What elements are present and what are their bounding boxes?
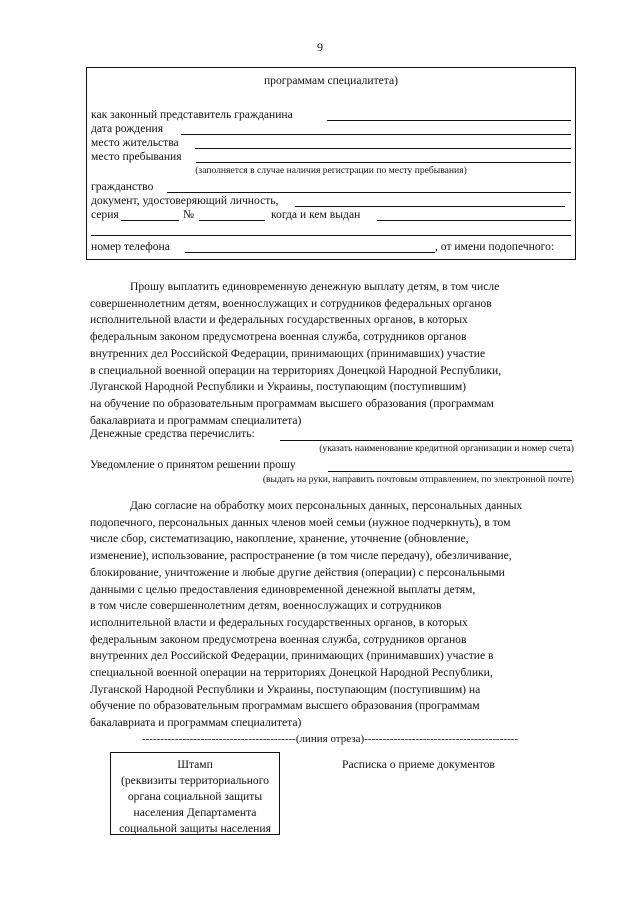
residence-row: [91, 136, 571, 150]
consent-line: исполнительной власти и федеральных государственных органов, в которых: [90, 615, 468, 629]
consent-line: числе сбор, систематизацию, накопление, хранение, уточнение (обновление,: [90, 532, 469, 546]
transfer-hint: (указать наименование кредитной организации и номер счета): [319, 443, 574, 454]
stamp-line: Штамп: [177, 758, 213, 771]
cut-line: ------------------------------------------(линия отреза)------------------------------------------: [141, 733, 519, 745]
residence-field[interactable]: [195, 148, 571, 149]
number-label: №: [183, 208, 195, 221]
citizenship-row: [91, 180, 571, 194]
request-line: внутренних дел Российской Федерации, принимающих (принимавших) участие: [90, 346, 486, 360]
stamp-box: [110, 752, 280, 835]
stamp-line: органа социальной защиты: [127, 790, 263, 803]
stay-field[interactable]: [196, 162, 571, 163]
consent-line: федеральным законом предусмотрена военная служба, сотрудников органов: [90, 632, 467, 646]
request-line: Прошу выплатить единовременную денежную выплату детям, в том числе: [130, 280, 500, 293]
consent-line: изменение), использование, распространение (в том числе передачу), обезличивание,: [90, 549, 512, 563]
request-line: федеральным законом предусмотрена военная служба, сотрудников органов: [90, 330, 467, 344]
stay-hint: (заполняется в случае наличия регистрации по месту пребывания): [195, 165, 467, 176]
stamp-line: (реквизиты территориального: [121, 774, 269, 787]
consent-line: блокирование, уничтожение и любые другие действия (операции) с персональными: [90, 565, 505, 579]
legal-rep-label: как законный представитель гражданина: [91, 108, 293, 121]
number-field[interactable]: [199, 220, 265, 221]
transfer-label: Денежные средства перечислить:: [90, 427, 255, 440]
notify-label: Уведомление о принятом решении прошу: [90, 458, 296, 471]
consent-line: Луганской Народной Республики и Украины, поступающим (поступившим) на: [90, 682, 481, 696]
consent-line: в том числе совершеннолетним детям, военнослужащих и сотрудников: [90, 599, 442, 613]
birth-date-label: дата рождения: [91, 122, 164, 135]
request-line: в специальной военной операции на территориях Донецкой Народной Республики,: [90, 363, 502, 377]
consent-line: подопечного, персональных данных членов моей семьи (нужное подчеркнуть), в том: [90, 515, 511, 529]
issued-field[interactable]: [377, 220, 571, 221]
box-header: программам специалитета): [263, 74, 399, 87]
series-field[interactable]: [121, 220, 179, 221]
stamp-line: населения Департамента: [133, 806, 257, 819]
consent-line: обучение по образовательным программам высшего образования (программам: [90, 699, 480, 713]
phone-suffix: , от имени подопечного:: [435, 240, 555, 253]
citizenship-label: гражданство: [91, 180, 154, 193]
legal-rep-row: [91, 108, 571, 122]
id-document-label: документ, удостоверяющий личность,: [91, 194, 279, 207]
receipt-title: Расписка о приеме документов: [342, 758, 495, 771]
consent-paragraph: [90, 498, 574, 732]
request-line: бакалавриата и программам специалитета): [90, 413, 302, 427]
series-label: серия: [91, 208, 119, 221]
request-line: совершеннолетним детям, военнослужащих и сотрудников федеральных органов: [90, 296, 492, 310]
birth-date-row: [91, 122, 571, 136]
notify-field[interactable]: [328, 471, 572, 472]
request-line: Луганской Народной Республики и Украины, поступающим (поступившим): [90, 380, 467, 394]
residence-label: место жительства: [91, 136, 179, 149]
applicant-details-box: [86, 67, 576, 260]
phone-label: номер телефона: [91, 240, 170, 253]
id-document-field[interactable]: [295, 206, 565, 207]
stay-row: [91, 150, 571, 164]
request-line: на обучение по образовательным программам высшего образования (программам: [90, 396, 494, 410]
phone-field[interactable]: [185, 252, 435, 253]
transfer-field[interactable]: [280, 440, 572, 441]
id-document-row: [91, 194, 571, 208]
birth-date-field[interactable]: [181, 134, 571, 135]
series-row: [91, 208, 571, 222]
consent-line: внутренних дел Российской Федерации, принимающих (принимавших) участие в: [90, 649, 494, 663]
notify-hint: (выдать на руки, направить почтовым отправлением, по электронной почте): [262, 474, 574, 485]
payment-request-paragraph: [90, 279, 574, 429]
consent-line: Даю согласие на обработку моих персональных данных, персональных данных: [130, 499, 523, 512]
consent-line: бакалавриата и программам специалитета): [90, 716, 302, 730]
legal-rep-field[interactable]: [327, 120, 571, 121]
consent-line: данными с целью предоставления единовременной денежной выплаты детям,: [90, 582, 476, 596]
consent-line: специальной военной операции на территориях Донецкой Народной Республики,: [90, 666, 493, 680]
stamp-line: социальной защиты населения: [119, 822, 271, 835]
page-number: 9: [317, 40, 323, 54]
request-line: исполнительной власти и федеральных государственных органов, в которых: [90, 313, 468, 327]
issued-field-continuation[interactable]: [91, 235, 571, 236]
issued-label: когда и кем выдан: [271, 208, 361, 221]
citizenship-field[interactable]: [167, 192, 571, 193]
phone-row: [91, 240, 571, 254]
stay-label: место пребывания: [91, 150, 182, 163]
